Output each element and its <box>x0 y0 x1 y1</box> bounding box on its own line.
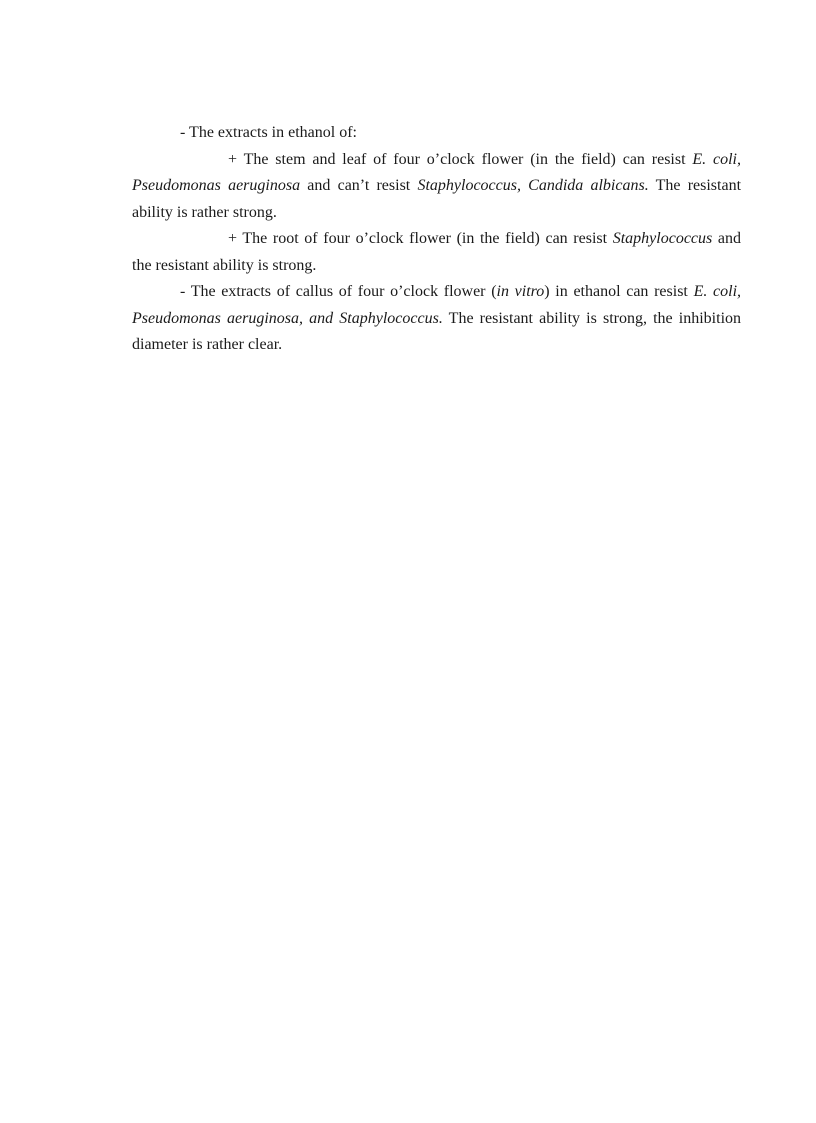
paragraph-stem-leaf <box>132 147 741 227</box>
species-names: Staphylococcus, Candida albicans. <box>417 177 649 194</box>
text-segment: ) in ethanol can resist <box>544 283 694 300</box>
text-segment: + The root of four o’clock flower (in the field) can resist <box>228 230 613 247</box>
text-segment: - The extracts in ethanol of: <box>180 124 357 141</box>
paragraph-ethanol-extracts-intro <box>132 120 741 147</box>
text-segment: The resistant ability is rather strong. <box>132 177 742 221</box>
text-segment: + The stem and leaf of four o’clock flower (in the field) can resist <box>228 150 693 168</box>
paragraph-callus <box>132 279 741 359</box>
paragraph-root <box>132 226 741 279</box>
text-segment: - The extracts of callus of four o’clock flower ( <box>180 283 497 300</box>
species-names: Staphylococcus <box>612 230 713 247</box>
text-segment: and the resistant ability is strong. <box>132 230 742 274</box>
text-segment: The resistant ability is strong, the inhibition diameter is rather clear. <box>132 309 742 353</box>
body-text <box>132 120 741 359</box>
species-names: E. coli, Pseudomonas aeruginosa <box>132 150 741 194</box>
text-segment: and can’t resist <box>300 177 418 194</box>
species-names: E. coli, Pseudomonas aeruginosa, and Staphylococcus. <box>132 283 742 327</box>
in-vitro-term: in vitro <box>496 283 545 300</box>
